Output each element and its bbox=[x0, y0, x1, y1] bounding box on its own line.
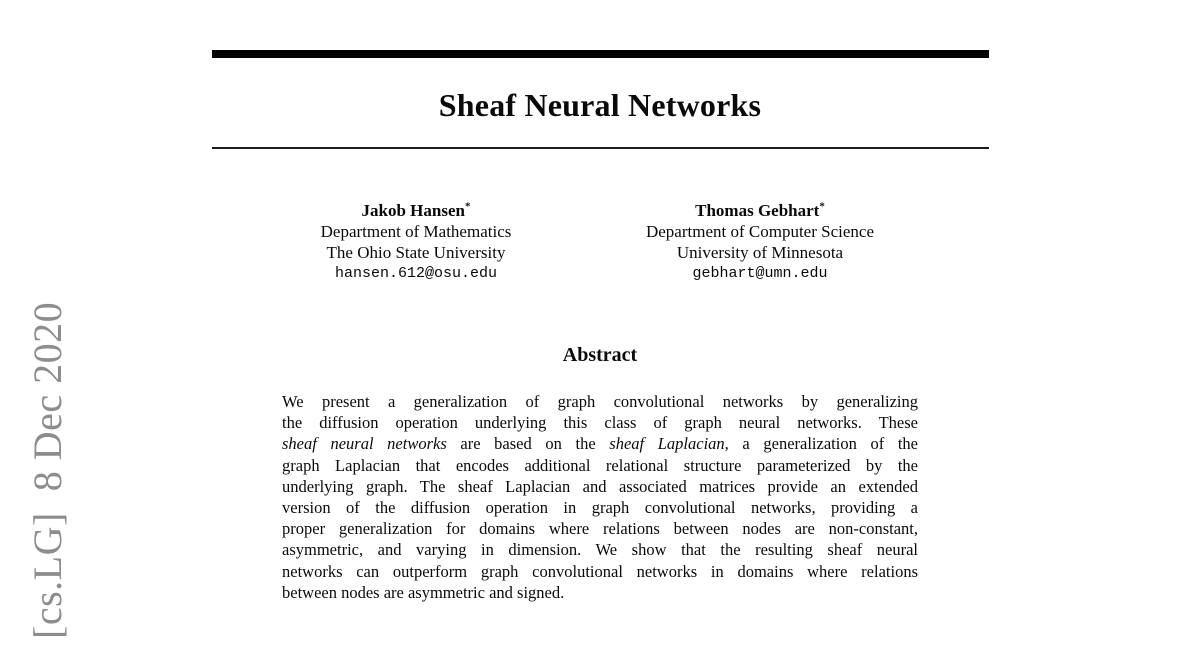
paper-title: Sheaf Neural Networks bbox=[438, 87, 762, 123]
title-rule-top bbox=[212, 50, 989, 58]
abstract-line: the diffusion operation underlying this class of graph neural networks. These bbox=[282, 413, 918, 433]
abstract-line: We present a generalization of graph convolutional networks by generalizing bbox=[282, 392, 918, 411]
abstract-line: sheaf neural networks are based on the sheaf Laplacian, a generalization of the bbox=[282, 434, 918, 454]
author-affiliation: Department of Computer Science bbox=[645, 222, 874, 241]
arxiv-sidebar-stamp: [cs.LG] 8 Dec 2020 bbox=[25, 301, 70, 639]
abstract-lines bbox=[282, 391, 918, 603]
title-rule-bottom bbox=[212, 147, 989, 149]
abstract-line: between nodes are asymmetric and signed. bbox=[282, 582, 565, 602]
author-email: hansen.612@osu.edu bbox=[334, 265, 498, 282]
abstract-heading: Abstract bbox=[562, 344, 638, 366]
author-email: gebhart@umn.edu bbox=[692, 265, 828, 282]
author-institution: The Ohio State University bbox=[326, 243, 506, 262]
author-footnote-mark: * bbox=[819, 200, 825, 213]
abstract-line: networks can outperform graph convolutional networks in domains where relations bbox=[282, 561, 918, 581]
author-name-text: Jakob Hansen bbox=[361, 201, 465, 220]
abstract-line: version of the diffusion operation in graph convolutional networks, providing a bbox=[282, 498, 918, 518]
author-footnote-mark: * bbox=[464, 200, 471, 213]
author-name-text: Thomas Gebhart bbox=[695, 201, 820, 220]
abstract-line: asymmetric, and varying in dimension. We show that the resulting sheaf neural bbox=[282, 540, 918, 560]
abstract-line: graph Laplacian that encodes additional relational structure parameterized by the bbox=[282, 455, 918, 475]
author-name bbox=[560, 200, 960, 221]
author-affiliation: Department of Mathematics bbox=[320, 222, 512, 241]
author-block-1 bbox=[216, 200, 616, 284]
abstract-line: proper generalization for domains where relations between nodes are non-constant, bbox=[282, 519, 918, 539]
abstract-line: underlying graph. The sheaf Laplacian and associated matrices provide an extended bbox=[282, 476, 918, 496]
author-name bbox=[216, 200, 616, 221]
author-block-2 bbox=[560, 200, 960, 284]
author-institution: University of Minnesota bbox=[676, 243, 844, 262]
